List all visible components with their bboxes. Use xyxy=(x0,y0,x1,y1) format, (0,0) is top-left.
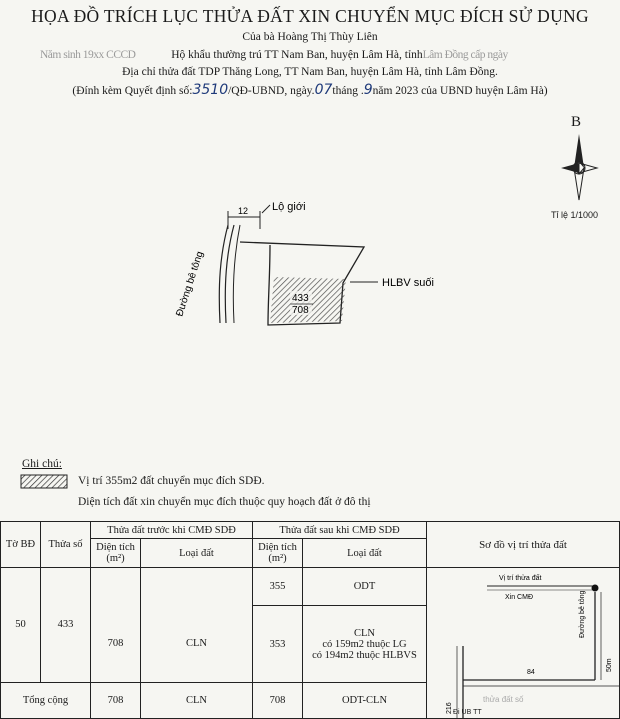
blurred-text: Lâm Đồng cấp ngày xyxy=(422,49,508,61)
after-type-2-hlbvs: có 194m2 thuộc HLBVS xyxy=(312,649,417,661)
header-area-unit: (m²) xyxy=(268,553,287,564)
page-title: HỌA ĐỒ TRÍCH LỤC THỬA ĐẤT XIN CHUYỂN MỤC ĐÍCH SỬ DỤNG xyxy=(31,6,589,26)
legend-2: Diện tích đất xin chuyển mục đích thuộc quy hoạch đất ở đô thị xyxy=(78,496,371,508)
cell-after-area-2: 353 xyxy=(253,606,303,683)
cell-total-before-area: 708 xyxy=(91,682,141,718)
decision-text: (Đính kèm Quyết định số: xyxy=(72,85,193,97)
parcel-map xyxy=(150,195,470,345)
location-request: Xin CMĐ xyxy=(505,594,534,601)
after-type-2-lg: có 159m2 thuộc LG xyxy=(322,638,407,650)
decision-text: /QĐ-UBND, ngày. xyxy=(228,85,315,97)
decision-number: 3510 xyxy=(192,82,229,98)
location-blurred: thửa đất số xyxy=(483,695,524,704)
header-area-after xyxy=(253,539,303,568)
setback-label: Lộ giới xyxy=(272,201,306,213)
cell-total-after-type: ODT-CLN xyxy=(303,682,427,718)
setback-width: 12 xyxy=(238,206,249,216)
decision-text: năm 2023 của UBND huyện Lâm Hà) xyxy=(372,85,548,97)
header-type-after: Loại đất xyxy=(303,539,427,568)
legend-hatch-swatch xyxy=(20,474,70,490)
location-to-ub: Đi UB TT xyxy=(453,709,482,716)
compass-icon xyxy=(559,132,599,202)
parcel-area: 708 xyxy=(292,305,309,316)
cell-parcel: 433 xyxy=(41,568,91,683)
header-after: Thửa đất sau khi CMĐ SDĐ xyxy=(253,522,427,539)
location-dist-50: 50m xyxy=(606,658,613,672)
header-type: Loại đất xyxy=(141,539,253,568)
residence-line xyxy=(40,49,620,61)
location-map xyxy=(427,568,619,718)
parcel-number: 433 xyxy=(292,293,309,304)
cell-after-type-2 xyxy=(303,606,427,683)
after-type-2-main: CLN xyxy=(354,627,375,639)
cell-before-area: 708 xyxy=(91,606,141,683)
location-road: Đường bê tông xyxy=(579,590,586,638)
road-label: Đường bê tông xyxy=(174,250,206,318)
notes-heading: Ghi chú: xyxy=(22,458,62,470)
land-address-line: Địa chỉ thửa đất TDP Thăng Long, TT Nam Ban, huyện Lâm Hà, tỉnh Lâm Đồng. xyxy=(122,66,498,78)
scale-label: Tỉ lệ 1/1000 xyxy=(551,210,599,220)
header-sheet: Tờ BĐ xyxy=(1,522,41,568)
cell-before-type: CLN xyxy=(141,606,253,683)
residence-text: Hộ khẩu thường trú TT Nam Ban, huyện Lâm Hà, tỉnh xyxy=(171,49,423,61)
location-marker-icon xyxy=(592,585,599,592)
cell-sheet: 50 xyxy=(1,568,41,683)
header-location: Sơ đồ vị trí thửa đất xyxy=(427,522,620,568)
stream-label: HLBV suối xyxy=(382,277,434,289)
header-area xyxy=(91,539,141,568)
header-area-unit: (m²) xyxy=(106,553,125,564)
header-parcel: Thửa số xyxy=(41,522,91,568)
location-dist-216: 216 xyxy=(446,702,453,714)
decision-day: 07 xyxy=(314,82,333,98)
location-dist-84: 84 xyxy=(527,669,535,676)
table-row xyxy=(1,568,620,606)
cell-after-area-1: 355 xyxy=(253,568,303,606)
header-area-text: Diện tích xyxy=(96,542,135,553)
owner-line: Của bà Hoàng Thị Thùy Liên xyxy=(242,31,378,43)
cell-after-type-1: ODT xyxy=(303,568,427,606)
header-area-text: Diện tích xyxy=(258,542,297,553)
legend-1: Vị trí 355m2 đất chuyển mục đích SDĐ. xyxy=(78,475,265,487)
cell-total-label: Tổng cộng xyxy=(1,682,91,718)
cell-total-after-area: 708 xyxy=(253,682,303,718)
cell-total-before-type: CLN xyxy=(141,682,253,718)
decision-month: 9 xyxy=(363,82,373,98)
north-label: B xyxy=(571,114,582,130)
decision-line xyxy=(0,82,620,98)
decision-text: tháng . xyxy=(332,85,364,97)
location-map-cell xyxy=(427,568,620,719)
header-before: Thửa đất trước khi CMĐ SDĐ xyxy=(91,522,253,539)
location-title: Vị trí thửa đất xyxy=(499,575,542,582)
blurred-text: Năm sinh 19xx CCCD xyxy=(40,49,136,61)
parcel-table xyxy=(0,521,620,719)
